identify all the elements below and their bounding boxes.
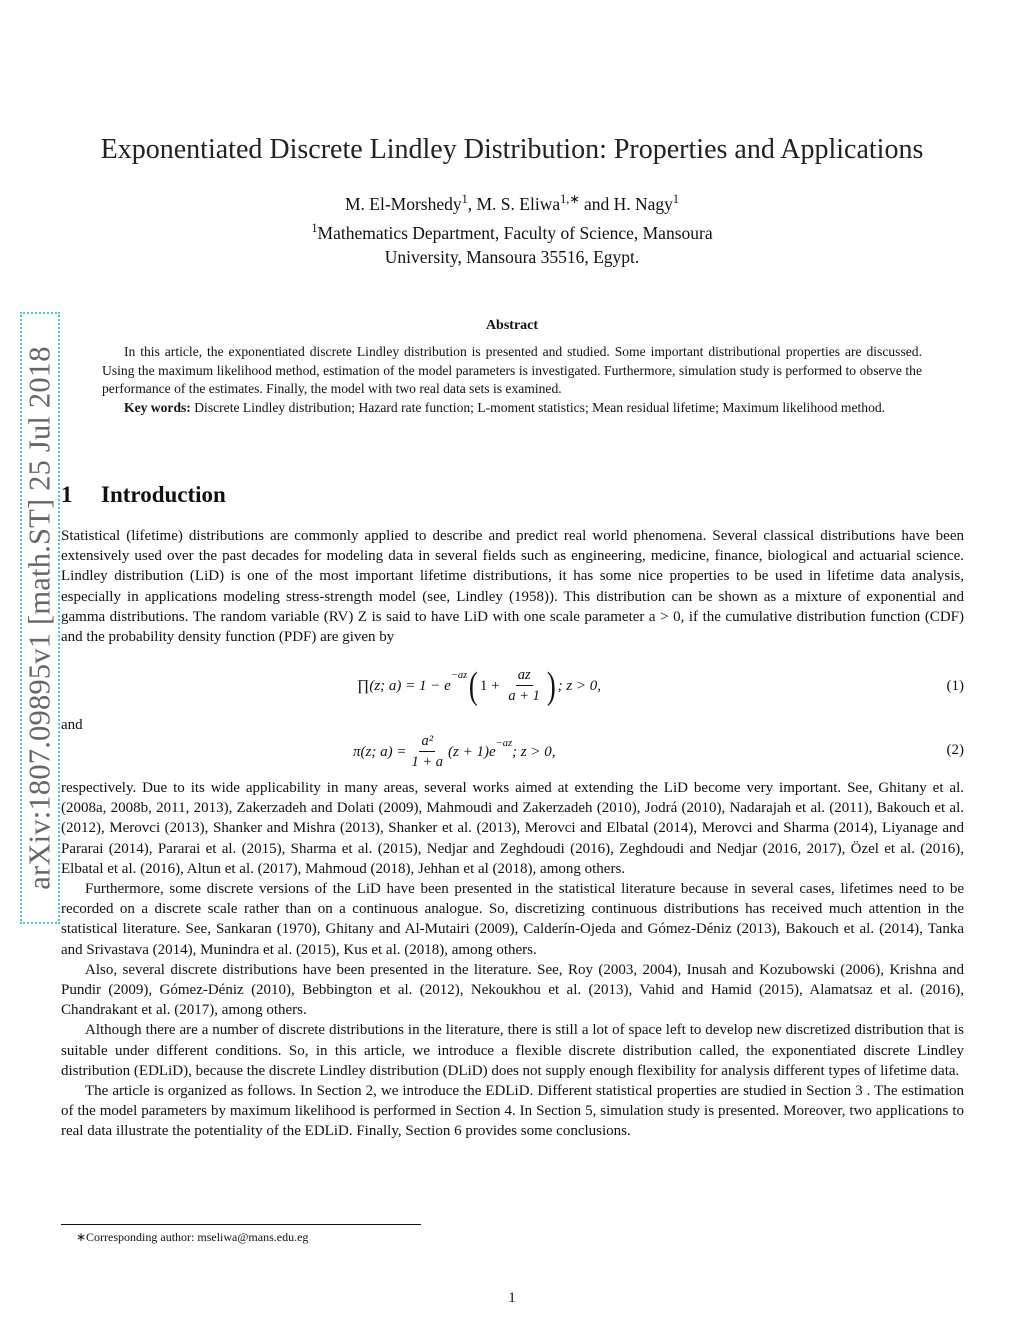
paragraph-5: Although there are a number of discrete distributions in the literature, there is still a lot of space left to develop new discretized distribution that is suitable under different conditions. So, in this article, we introduce a flexible discrete distribution called, the exponentiated discrete Lindley distribution (EDLiD), because the discrete Lindley distribution (DLiD) does not supply enough flexibility for analysis different types of lifetime data. <box>61 1022 964 1079</box>
eq2-lhs: π(z; a) = <box>353 743 407 760</box>
paragraph-4: Also, several discrete distributions have been presented in the literature. See, Roy (2003, 2004), Inusah and Kozubowski (2006), Krishna and Pundir (2009), Gómez-Déniz (2010), Bebbington et al. (2012), Nekoukhou et al. (2013), Vahid and Hamid (2015), Alamatsaz et al. (2016), Chandrakant et al. (2017), among others. <box>61 961 964 1019</box>
affil-sup: 1 <box>672 192 680 206</box>
page-number: 1 <box>508 1290 516 1306</box>
section-heading <box>61 482 226 508</box>
affil-sup: 1 <box>311 220 318 235</box>
author-name: M. El-Morshedy <box>344 193 462 214</box>
paragraph-2: respectively. Due to its wide applicability in many areas, several works aimed at extending the LiD become very important. See, Ghitany et al. (2008a, 2008b, 2011, 2013), Zakerzadeh and Dolati (2009), Mahmoudi and Zakerzadeh (2010), Jodrá (2010), Nadarajah et al. (2011), Bakouch et al. (2012), Merovci (2013), Shanker and Mishra (2013), Shanker et al. (2013), Merovci and Elbatal (2014), Merovci and Sharma (2014), Liyanage and Pararai (2014), Pararai et al. (2015), Sharma et al. (2015), Nedjar and Zeghdoudi (2016), Zeghdoudi and Nedjar (2016, 2017), Özel et al. (2016), Elbatal et al. (2016), Altun et al. (2017), Mahmoud (2018), Jehhan et al (2018), among others. <box>61 780 964 877</box>
keywords <box>102 399 922 418</box>
body-text-continued <box>61 778 964 1142</box>
author-name: , M. S. Eliwa <box>467 193 561 214</box>
eq2-fraction <box>409 733 445 771</box>
paper-title: Exponentiated Discrete Lindley Distribution: Properties and Applications <box>100 134 924 165</box>
paragraph-text: and <box>61 717 83 733</box>
eq1-frac-num: az <box>516 667 533 686</box>
paragraph-1 <box>61 526 964 647</box>
section-title: Introduction <box>101 482 226 507</box>
abstract-body <box>102 343 922 417</box>
keywords-label: Key words: <box>124 399 191 415</box>
abstract-text: In this article, the exponentiated discrete Lindley distribution is presented and studied. Some important distributional properties are discussed. Using the maximum likelihood method, estimation of the model parameters is investigated. Furthermore, simulation study is performed to observe the performance of the estimates. Finally, the model with two real data sets is examined. <box>102 344 922 397</box>
author-block <box>60 187 964 269</box>
eq2-exp: −az <box>495 738 513 749</box>
eq2-frac-num: a² <box>419 733 435 752</box>
footnote: ∗Corresponding author: mseliwa@mans.edu.eg <box>76 1230 309 1244</box>
affiliation-line: University, Mansoura 35516, Egypt. <box>384 246 640 267</box>
arxiv-stamp <box>20 312 60 924</box>
eq1-frac-den: a + 1 <box>508 688 540 704</box>
paragraph-6: The article is organized as follows. In Section 2, we introduce the EDLiD. Different statistical properties are studied in Section 3 . The estimation of the model parameters by maximum likelihood is performed in Section 4. In Section 5, simulation study is presented. Moreover, two applications to real data illustrate the potentiality of the EDLiD. Finally, Section 6 provides some conclusions. <box>61 1083 964 1140</box>
equation-label: (2) <box>946 742 964 758</box>
affil-sup: 1,∗ <box>560 192 580 206</box>
eq2-tail: ; z > 0, <box>512 743 556 760</box>
eq1-one: 1 + <box>479 677 504 694</box>
eq2-mid: (z + 1)e <box>448 743 496 760</box>
eq1-tail: ; z > 0, <box>557 677 602 694</box>
paragraph-3: Furthermore, some discrete versions of the LiD have been presented in the statistical literature because in several cases, lifetimes need to be recorded on a discrete scale rather than on a continuous analogue. So, discretizing continuous distributions has received much attention in the statistical literature. See, Sankaran (1970), Ghitany and Al-Mutairi (2009), Calderín-Ojeda and Gómez-Déniz (2013), Bakouch et al. (2014), Tanka and Srivastava (2014), Munindra et al. (2015), Kus et al. (2018), among others. <box>61 881 964 958</box>
affil-sup: 1 <box>461 192 468 206</box>
keywords-text: Discrete Lindley distribution; Hazard rate function; L-moment statistics; Mean residual lifetime; Maximum likelihood method. <box>190 399 886 415</box>
author-name: and H. Nagy <box>579 193 673 214</box>
author-line <box>60 187 964 216</box>
equation-1-body <box>357 664 601 708</box>
left-paren-icon: ( <box>469 665 479 707</box>
eq1-lhs: ∏(z; a) = 1 − e <box>357 677 451 694</box>
paragraph-text: Statistical (lifetime) distributions are commonly applied to describe and predict real world phenomena. Several classical distributions have been extensively used over the past decades for modeling data in several fields such as engineering, medicine, finance, biological and actuarial science. Lindley distribution (LiD) is one of the most important lifetime distributions, it has some nice properties to be used in lifetime data analysis, especially in applications modeling stress-strength model (see, Lindley (1958)). This distribution can be shown as a mixture of exponential and gamma distributions. The random variable (RV) Z is said to have LiD with one scale parameter a > 0, if the cumulative distribution function (CDF) and the probability density function (PDF) are given by <box>61 528 964 646</box>
footnote-rule <box>61 1224 421 1225</box>
equation-label: (1) <box>946 678 964 694</box>
eq1-exp: −az <box>450 670 468 681</box>
affiliation-line <box>60 216 964 245</box>
section-number: 1 <box>61 482 73 507</box>
arxiv-stamp-text: arXiv:1807.09895v1 [math.ST] 25 Jul 2018 <box>22 346 57 890</box>
right-paren-icon: ) <box>546 665 556 707</box>
eq2-frac-den: 1 + a <box>411 754 444 770</box>
eq1-fraction <box>506 667 542 705</box>
equation-2-body <box>353 730 556 774</box>
equation-1 <box>61 664 964 708</box>
abstract-heading: Abstract <box>485 318 539 333</box>
equation-2 <box>61 730 964 774</box>
affiliation-text: Mathematics Department, Faculty of Science, Mansoura <box>317 222 713 243</box>
